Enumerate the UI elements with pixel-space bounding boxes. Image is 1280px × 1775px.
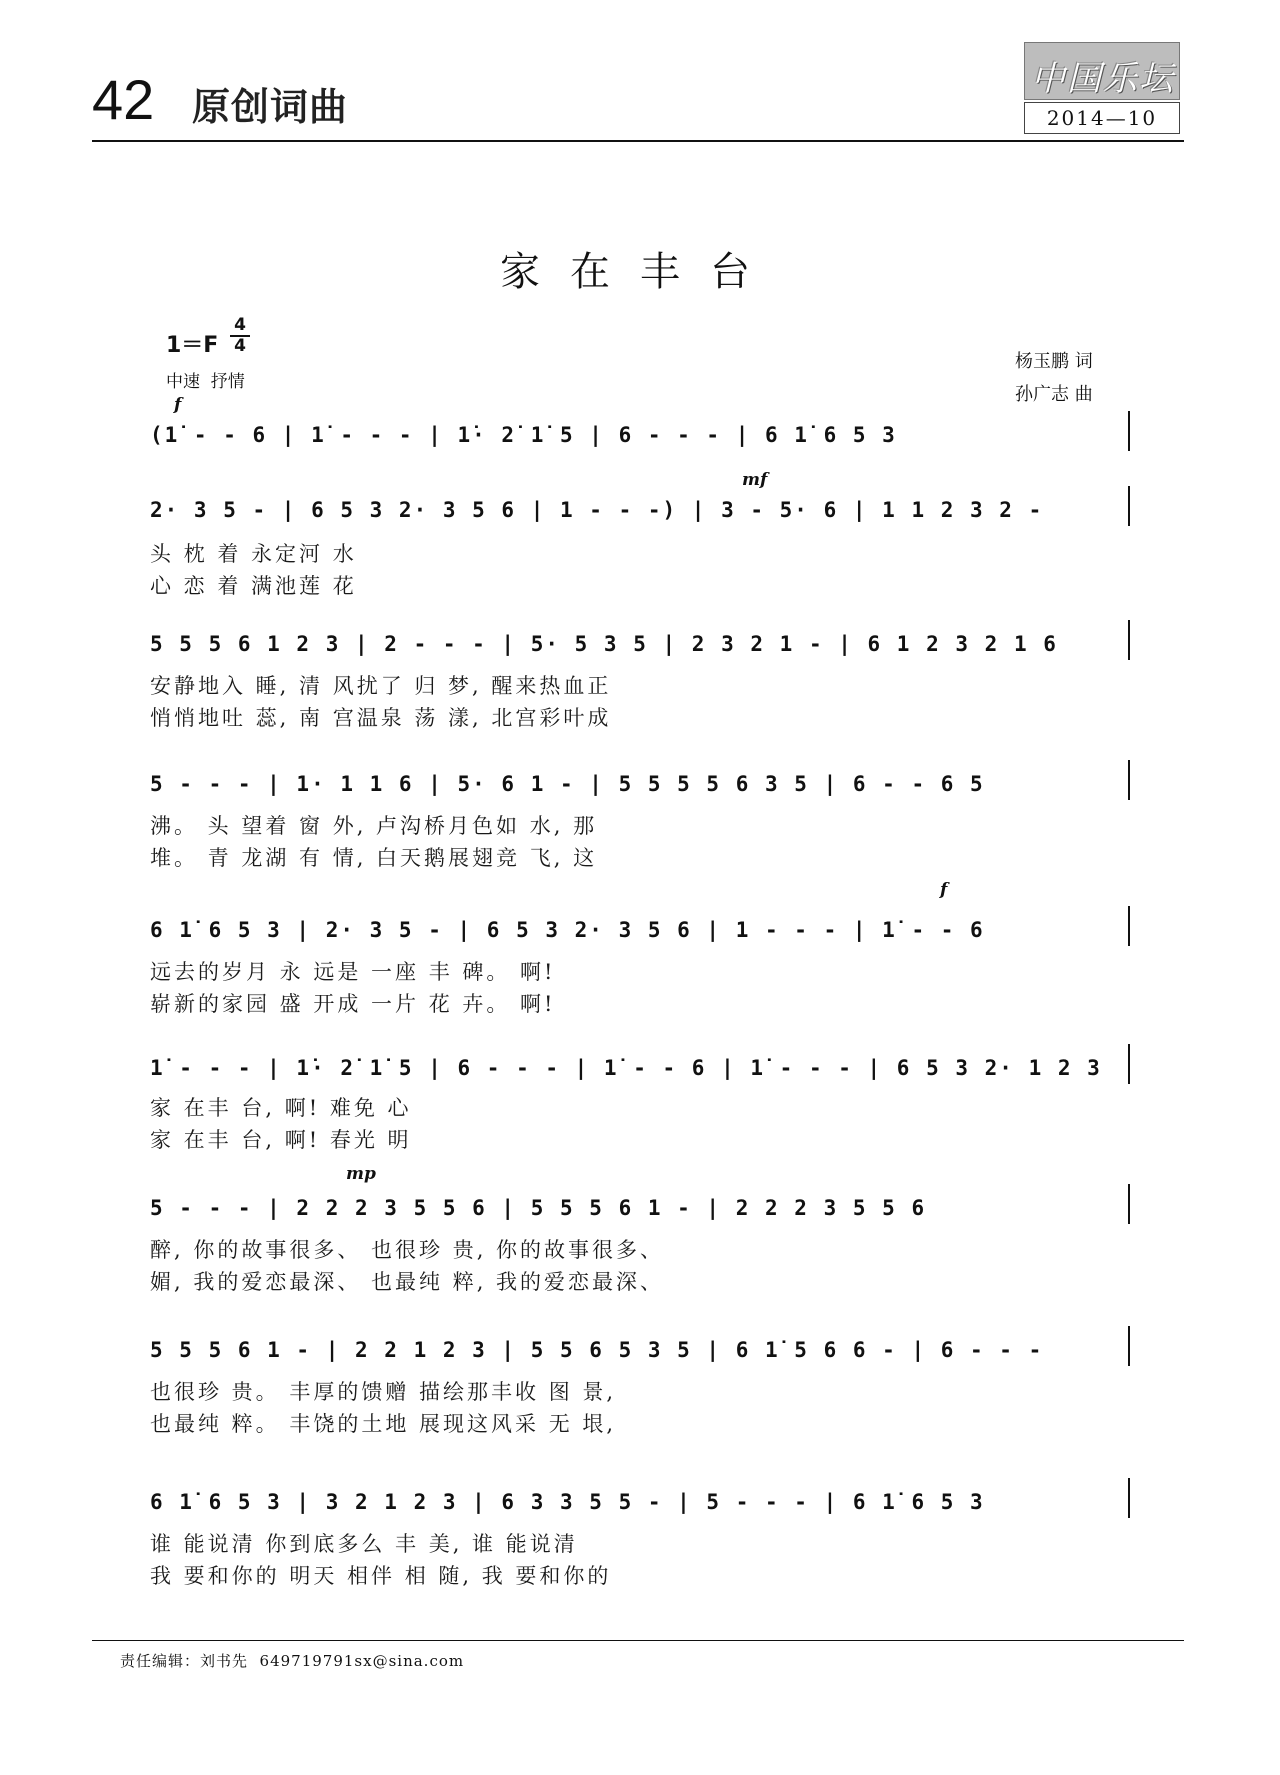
dynamic-marking: f	[174, 395, 182, 415]
lyric-verse-1: 谁 能说清 你到底多么 丰 美, 谁 能说清	[150, 1532, 578, 1556]
tempo-marking: 中速 抒情	[166, 372, 245, 392]
song-title: 家在丰台	[500, 249, 780, 295]
lyric-verse-1: 安静地入 睡, 清 风扰了 归 梦, 醒来热血正	[150, 674, 612, 698]
footer-rule	[92, 1640, 1184, 1641]
lyric-verse-2: 心 恋 着 满池莲 花	[150, 574, 357, 598]
bar-line	[1128, 1184, 1130, 1224]
bar-line	[1128, 906, 1130, 946]
notation-line: 5 - - - | 1· 1 1 6 | 5· 6 1 - | 5 5 5 5 6 3 5 | 6 - - 6 5	[150, 772, 985, 796]
dynamic-marking: mp	[346, 1164, 376, 1184]
bar-line	[1128, 1326, 1130, 1366]
dynamic-marking: mf	[742, 470, 768, 490]
lyric-verse-2: 崭新的家园 盛 开成 一片 花 卉。 啊!	[150, 992, 556, 1016]
magazine-logo	[1024, 42, 1180, 100]
notation-line: 6 1̇ 6 5 3 | 3 2 1 2 3 | 6 3 3 5 5 - | 5 - - - | 6 1̇ 6 5 3	[150, 1490, 985, 1514]
bar-line	[1128, 1044, 1130, 1084]
notation-line: 5 5 5 6 1 2 3 | 2 - - - | 5· 5 3 5 | 2 3 2 1 - | 6 1 2 3 2 1 6	[150, 632, 1058, 656]
time-signature	[228, 316, 252, 356]
header-rule	[92, 140, 1184, 142]
lyric-verse-1: 也很珍 贵。 丰厚的馈赠 描绘那丰收 图 景,	[150, 1380, 617, 1404]
bar-line	[1128, 411, 1130, 451]
lyric-verse-1: 家 在丰 台, 啊! 难免 心	[150, 1096, 412, 1120]
notation-line: 5 5 5 6 1 - | 2 2 1 2 3 | 5 5 6 5 3 5 | 6 1̇ 5 6 6 - | 6 - - -	[150, 1338, 1044, 1362]
notation-line: 2· 3 5 - | 6 5 3 2· 3 5 6 | 1 - - -) | 3 - 5· 6 | 1 1 2 3 2 -	[150, 498, 1044, 522]
editor-credit: 责任编辑：刘书先 649719791sx@sina.com	[120, 1652, 465, 1670]
notation-line: (1̇ - - 6 | 1̇ - - - | 1̇· 2̇ 1̇ 5 | 6 - - - | 6 1̇ 6 5 3	[150, 423, 897, 447]
lyric-verse-1: 头 枕 着 永定河 水	[150, 542, 357, 566]
notation-line: 1̇ - - - | 1̇· 2̇ 1̇ 5 | 6 - - - | 1̇ - - 6 | 1̇ - - - | 6 5 3 2· 1 2 3	[150, 1056, 1102, 1080]
page-number: 42	[92, 68, 155, 131]
notation-line: 6 1̇ 6 5 3 | 2· 3 5 - | 6 5 3 2· 3 5 6 | 1 - - - | 1̇ - - 6	[150, 918, 985, 942]
lyricist-credit: 杨玉鹏 词	[1015, 351, 1093, 372]
section-title: 原创词曲	[192, 85, 349, 129]
time-numerator: 4	[234, 315, 246, 335]
bar-line	[1128, 1478, 1130, 1518]
lyric-verse-2: 媚, 我的爱恋最深、 也最纯 粹, 我的爱恋最深、	[150, 1270, 665, 1294]
magazine-masthead	[1024, 42, 1180, 134]
lyric-verse-2: 家 在丰 台, 啊! 春光 明	[150, 1128, 412, 1152]
lyric-verse-1: 远去的岁月 永 远是 一座 丰 碑。 啊!	[150, 960, 556, 984]
lyric-verse-2: 我 要和你的 明天 相伴 相 随, 我 要和你的	[150, 1564, 612, 1588]
issue-number: 2014—10	[1024, 102, 1180, 134]
key-signature: 1＝F	[166, 333, 219, 358]
dynamic-marking: f	[940, 880, 948, 900]
bar-line	[1128, 620, 1130, 660]
magazine-name: 中国乐坛	[1031, 59, 1175, 99]
composer-credit: 孙广志 曲	[1015, 384, 1093, 405]
lyric-verse-2: 悄悄地吐 蕊, 南 宫温泉 荡 漾, 北宫彩叶成	[150, 706, 612, 730]
bar-line	[1128, 486, 1130, 526]
lyric-verse-2: 也最纯 粹。 丰饶的土地 展现这风采 无 垠,	[150, 1412, 617, 1436]
lyric-verse-2: 堆。 青 龙湖 有 情, 白天鹅展翅竞 飞, 这	[150, 846, 598, 870]
lyric-verse-1: 沸。 头 望着 窗 外, 卢沟桥月色如 水, 那	[150, 814, 598, 838]
notation-line: 5 - - - | 2 2 2 3 5 5 6 | 5 5 5 6 1 - | 2 2 2 3 5 5 6	[150, 1196, 927, 1220]
bar-line	[1128, 760, 1130, 800]
lyric-verse-1: 醉, 你的故事很多、 也很珍 贵, 你的故事很多、	[150, 1238, 665, 1262]
time-denominator: 4	[234, 336, 246, 356]
